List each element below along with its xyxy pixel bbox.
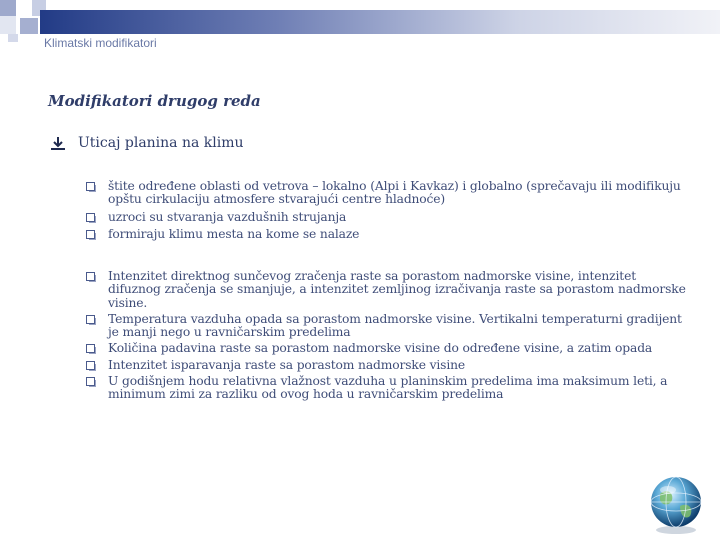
decor-square	[0, 16, 16, 34]
header-title: Klimatski modifikatori	[44, 36, 157, 50]
bullet-list-1	[86, 180, 686, 245]
list-item-text: Intenzitet direktnog sunčevog zračenja raste sa porastom nadmorske visine, intenzitet difuznog zračenja se smanjuje, a intenzitet zemljinog izračivanja raste sa porastom nadmorske visine.	[108, 269, 686, 310]
globe-icon	[644, 472, 708, 536]
list-item-text: Količina padavina raste sa porastom nadmorske visine do određene visine, a zatim opada	[108, 341, 653, 356]
list-item	[86, 228, 686, 241]
list-item	[86, 375, 686, 402]
checkbox-bullet-icon	[86, 377, 95, 386]
decor-square	[20, 18, 38, 34]
slide-title: Modifikatori drugog reda	[48, 92, 261, 110]
list-item	[86, 270, 686, 310]
list-item	[86, 180, 686, 207]
checkbox-bullet-icon	[86, 361, 95, 370]
checkbox-bullet-icon	[86, 230, 95, 239]
checkbox-bullet-icon	[86, 182, 95, 191]
checkbox-bullet-icon	[86, 344, 95, 353]
section-heading	[50, 135, 244, 151]
checkbox-bullet-icon	[86, 272, 95, 281]
list-item	[86, 342, 686, 355]
checkbox-bullet-icon	[86, 315, 95, 324]
bullet-list-2	[86, 270, 686, 405]
list-item-text: štite određene oblasti od vetrova – lokalno (Alpi i Kavkaz) i globalno (sprečavaju ili modifikuju opštu cirkulaciju atmosfere stvarajući centre hladnoće)	[108, 179, 681, 207]
list-item-text: uzroci su stvaranja vazdušnih strujanja	[108, 209, 347, 224]
list-item-text: Temperatura vazduha opada sa porastom nadmorske visine. Vertikalni temperaturni gradijent je manji nego u ravničarskim predelima	[108, 311, 682, 340]
list-item-text: formiraju klimu mesta na kome se nalaze	[108, 226, 360, 241]
decor-square	[16, 0, 32, 16]
list-item-text: U godišnjem hodu relativna vlažnost vazduha u planinskim predelima ima maksimum leti, a minimum zimi za razliku od ovog hoda u ravničarskim predelima	[108, 374, 668, 402]
list-item-text: Intenzitet isparavanja raste sa porastom nadmorske visine	[108, 357, 465, 372]
list-item	[86, 359, 686, 372]
header-bar	[40, 10, 720, 34]
list-item	[86, 313, 686, 340]
decor-square	[0, 0, 16, 16]
arrow-bullet-icon	[50, 135, 66, 151]
checkbox-bullet-icon	[86, 213, 95, 222]
section-label: Uticaj planina na klimu	[78, 135, 244, 151]
list-item	[86, 211, 686, 224]
decor-square	[8, 34, 18, 42]
